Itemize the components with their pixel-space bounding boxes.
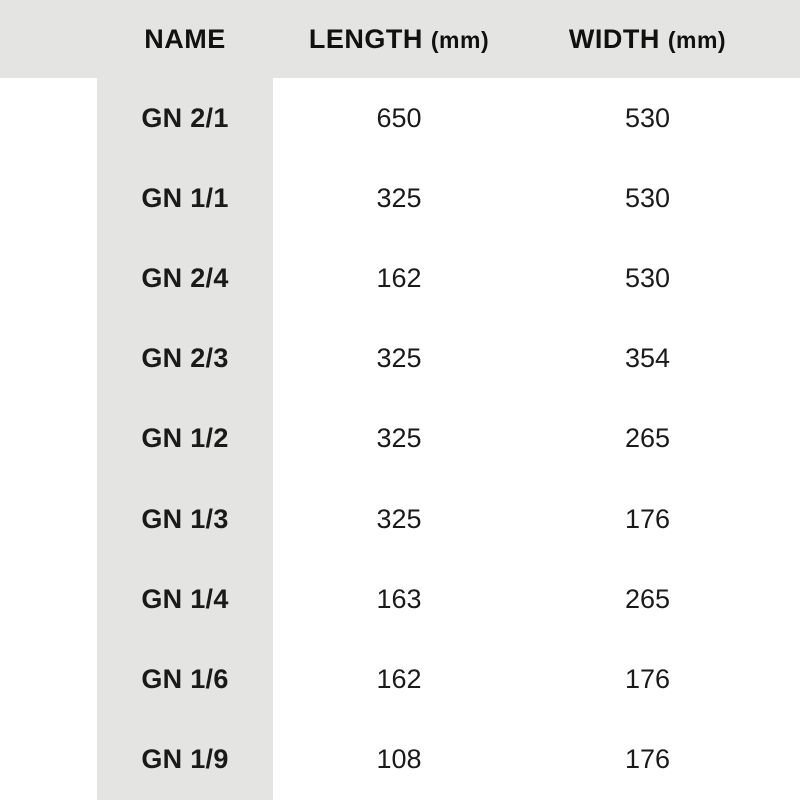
table-header [0, 0, 800, 78]
row-spacer-left [0, 319, 97, 399]
row-spacer-right [770, 399, 800, 479]
row-spacer-right [770, 559, 800, 639]
table-row [0, 559, 800, 639]
cell-name: GN 2/4 [141, 262, 229, 293]
row-spacer-left [0, 720, 97, 800]
column-header-length-unit: (mm) [430, 26, 490, 53]
cell-length: 325 [376, 423, 422, 454]
row-spacer-right [770, 720, 800, 800]
cell-length: 325 [376, 182, 422, 213]
table-row [0, 639, 800, 719]
row-spacer-left [0, 238, 97, 318]
cell-width: 176 [624, 744, 671, 775]
cell-length: 325 [376, 343, 422, 374]
cell-name: GN 1/3 [141, 503, 229, 534]
table-row [0, 399, 800, 479]
table-row [0, 319, 800, 399]
cell-length: 325 [376, 503, 422, 534]
column-header-width-unit: (mm) [667, 26, 727, 53]
column-header-name: NAME [144, 23, 226, 54]
cell-length: 108 [376, 744, 422, 775]
cell-name: GN 1/4 [141, 583, 229, 614]
table-row [0, 78, 800, 158]
cell-width: 265 [624, 423, 671, 454]
row-spacer-right [770, 479, 800, 559]
cell-width: 530 [624, 102, 671, 133]
table-row [0, 479, 800, 559]
cell-name: GN 1/9 [141, 744, 229, 775]
cell-width: 265 [624, 583, 671, 614]
cell-length: 163 [376, 583, 422, 614]
cell-width: 530 [624, 182, 671, 213]
row-spacer-right [770, 238, 800, 318]
cell-length: 162 [376, 663, 422, 694]
table-row [0, 158, 800, 238]
header-spacer-right [770, 0, 800, 78]
table-row [0, 238, 800, 318]
row-spacer-left [0, 158, 97, 238]
cell-name: GN 1/6 [141, 663, 229, 694]
cell-width: 176 [624, 503, 671, 534]
row-spacer-left [0, 479, 97, 559]
column-header-length-label: LENGTH [308, 23, 423, 54]
cell-width: 530 [624, 262, 671, 293]
cell-length: 650 [376, 102, 422, 133]
column-header-length [273, 0, 525, 78]
cell-name: GN 2/3 [141, 343, 229, 374]
cell-name: GN 2/1 [141, 102, 229, 133]
row-spacer-left [0, 639, 97, 719]
row-spacer-right [770, 78, 800, 158]
cell-width: 354 [624, 343, 671, 374]
table-header-row [0, 0, 800, 78]
row-spacer-left [0, 78, 97, 158]
row-spacer-right [770, 319, 800, 399]
row-spacer-right [770, 639, 800, 719]
row-spacer-left [0, 399, 97, 479]
cell-length: 162 [376, 262, 422, 293]
table-row [0, 720, 800, 800]
cell-name: GN 1/2 [141, 423, 229, 454]
column-header-width [525, 0, 770, 78]
header-spacer-left [0, 0, 97, 78]
cell-width: 176 [624, 663, 671, 694]
row-spacer-right [770, 158, 800, 238]
table-body [0, 78, 800, 800]
row-spacer-left [0, 559, 97, 639]
column-header-width-label: WIDTH [568, 23, 660, 54]
cell-name: GN 1/1 [141, 182, 229, 213]
